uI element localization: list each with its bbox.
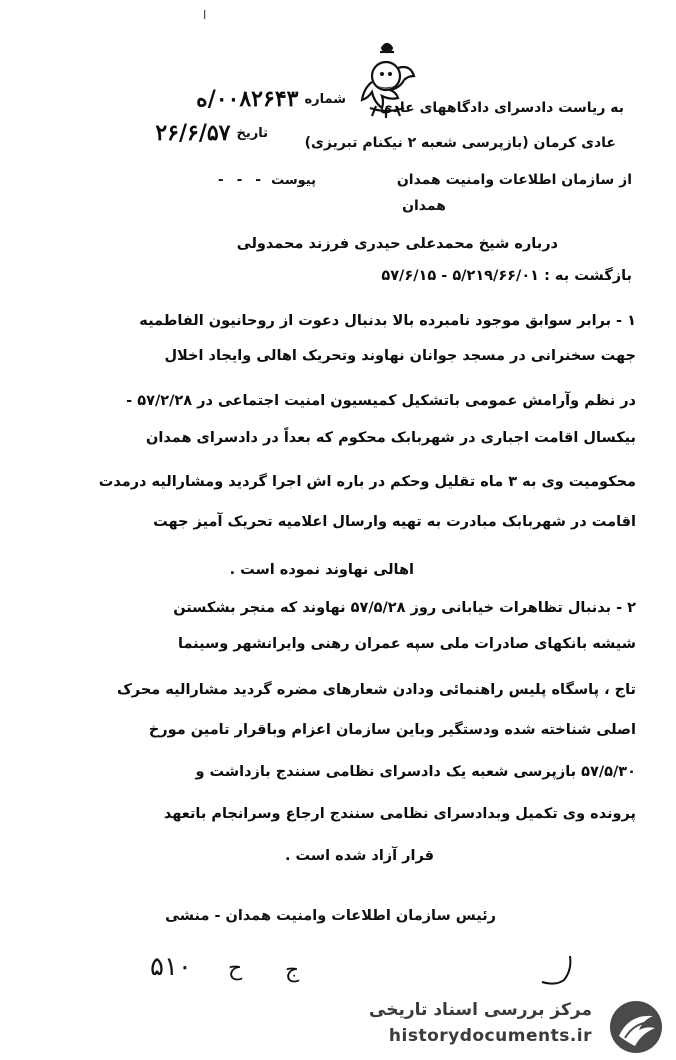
- handwritten-mark-2: ج: [285, 958, 300, 983]
- body-line-5: محکومیت وی به ۳ ماه تقلیل وحکم در باره اش اجرا گردید ومشارالیه درمدت: [98, 474, 636, 490]
- body-line-8: ۲ - بدنبال تظاهرات خیابانی روز ۵۷/۵/۲۸ نهاوند که منجر بشکستن: [173, 600, 636, 616]
- addressee-line-3: از سازمان اطلاعات وامنیت همدان: [396, 172, 632, 188]
- body-line-13: پرونده وی تکمیل وبدادسرای نظامی سنندج ارجاع وسرانجام باتعهد: [163, 806, 636, 822]
- handwritten-initial-icon: [530, 950, 590, 990]
- body-line-6: اقامت در شهربابک مبادرت به تهیه وارسال اعلامیه تحریک آمیز جهت: [153, 514, 636, 530]
- top-mark: ا: [203, 8, 207, 22]
- watermark-url: historydocuments.ir: [388, 1026, 592, 1046]
- handwritten-number: ۵۱۰: [150, 952, 192, 982]
- archive-logo-icon: [605, 998, 667, 1056]
- body-line-3: در نظم وآرامش عمومی باتشکیل کمیسیون امنیت اجتماعی در ۵۷/۲/۲۸ -: [126, 393, 636, 409]
- addressee-line-2: عادی کرمان (بازپرسی شعبه ۲ نیکنام تبریزی): [304, 135, 616, 151]
- number-value: ۰۰۸۲۶۴۳/ه: [196, 86, 299, 112]
- addressee-line-4: همدان: [402, 198, 446, 214]
- body-line-12: ۵۷/۵/۳۰ بازپرسی شعبه یک دادسرای نظامی سنندج بازداشت و: [195, 764, 636, 780]
- subject-line: درباره شیخ محمدعلی حیدری فرزند محمدولی: [236, 236, 558, 252]
- handwritten-mark-1: ح: [228, 956, 243, 981]
- body-line-9: شیشه بانکهای صادرات ملی سپه عمران رهنی وایرانشهر وسینما: [178, 636, 636, 652]
- watermark-title: مرکز بررسی اسناد تاریخی: [369, 1000, 592, 1020]
- date-value: ۲۶/۶/۵۷: [155, 120, 231, 146]
- date-row: [155, 120, 268, 146]
- body-line-2: جهت سخنرانی در مسجد جوانان نهاوند وتحریک اهالی وایجاد اخلال: [164, 348, 636, 364]
- body-line-14: قرار آزاد شده است .: [284, 848, 434, 864]
- number-row: [196, 86, 346, 112]
- body-line-1: ۱ - برابر سوابق موجود نامبرده بالا بدنبال دعوت از روحانیون الفاطمیه: [139, 313, 636, 329]
- body-line-10: تاج ، پاسگاه پلیس راهنمائی ودادن شعارهای مضره گردید مشارالیه محرک: [116, 682, 636, 698]
- date-label: تاریخ: [236, 125, 268, 141]
- attachment-value: - - -: [217, 172, 266, 188]
- signature-line: رئیس سازمان اطلاعات وامنیت همدان - منشی: [165, 908, 496, 924]
- body-line-4: بیکسال اقامت اجباری در شهربابک محکوم که بعداً در دادسرای همدان: [146, 430, 636, 446]
- attachment-label: پیوست: [271, 172, 316, 188]
- number-label: شماره: [304, 91, 346, 107]
- attachment-row: [218, 172, 316, 188]
- body-line-11: اصلی شناخته شده ودستگیر وباین سازمان اعزام وباقرار تامین مورخ: [148, 722, 636, 738]
- reference-line: بازگشت به : ۵/۲۱۹/۶۶/۰۱ - ۵۷/۶/۱۵: [381, 268, 632, 284]
- addressee-line-1: به ریاست دادسرای دادگاههای عادی: [379, 100, 624, 116]
- body-line-7: اهالی نهاوند نموده است .: [229, 562, 414, 578]
